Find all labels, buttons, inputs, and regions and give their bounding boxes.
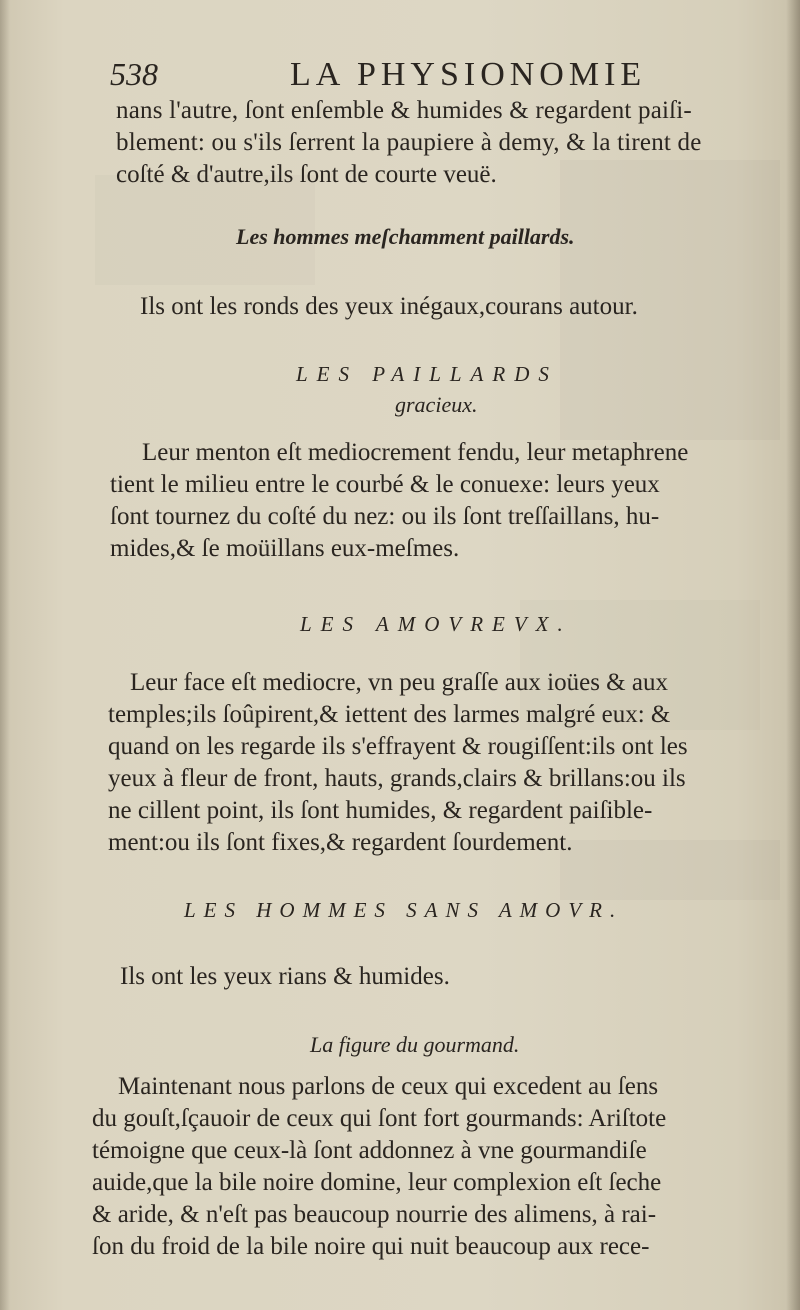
page-header [110,52,670,98]
text-line: Leur menton eſt mediocrement fendu, leur metaphrene [142,439,689,466]
text-line: témoigne que ceux-là ſont addonnez à vne gourmandiſe [92,1137,647,1164]
text-line: coſté & d'autre,ils ſont de courte veuë. [116,161,497,188]
page-shadow-left [0,0,10,1310]
text-line: & aride, & n'eſt pas beaucoup nourrie des alimens, à rai- [92,1201,657,1228]
text-line: Ils ont les yeux rians & humides. [120,963,450,990]
text-line: quand on les regarde ils s'effrayent & rougiſſent:ils ont les [108,733,688,760]
text-line: Ils ont les ronds des yeux inégaux,courans autour. [140,293,638,320]
text-line: ment:ou ils ſont fixes,& regardent ſourdement. [108,829,573,856]
text-line: nans l'autre, ſont enſemble & humides & regardent paiſi- [116,97,692,124]
text-line: ſon du froid de la bile noire qui nuit beaucoup aux rece- [92,1233,650,1260]
text-line: Leur face eſt mediocre, vn peu graſſe aux ioües & aux [130,669,668,696]
page-shadow-right [786,0,800,1310]
text-line: ſont tournez du coſté du nez: ou ils ſont treſſaillans, hu- [110,503,660,530]
section-heading: La figure du gourmand. [310,1032,520,1057]
section-heading: Les hommes meſchamment paillards. [236,224,575,249]
text-line: mides,& ſe moüillans eux-meſmes. [110,535,460,562]
text-line: blement: ou s'ils ſerrent la paupiere à demy, & la tirent de [116,129,702,156]
text-line: yeux à fleur de front, hauts, grands,clairs & brillans:ou ils [108,765,686,792]
text-line: auide,que la bile noire domine, leur complexion eſt ſeche [92,1169,662,1196]
section-heading: LES HOMMES SANS AMOVR. [184,898,624,922]
text-line: tient le milieu entre le courbé & le conuexe: leurs yeux [110,471,660,498]
section-heading: LES AMOVREVX. [300,612,572,636]
text-line: Maintenant nous parlons de ceux qui excedent au ſens [118,1073,659,1100]
text-line: temples;ils ſoûpirent,& iettent des larmes malgré eux: & [108,701,671,728]
text-line: ne cillent point, ils ſont humides, & regardent paiſible- [108,797,653,824]
section-heading: LES PAILLARDS [296,362,558,386]
running-head: LA PHYSIONOMIE [290,56,647,93]
text-line: du gouſt,ſçauoir de ceux qui ſont fort gourmands: Ariſtote [92,1105,667,1132]
section-subheading: gracieux. [395,392,478,417]
page-number: 538 [110,56,158,92]
